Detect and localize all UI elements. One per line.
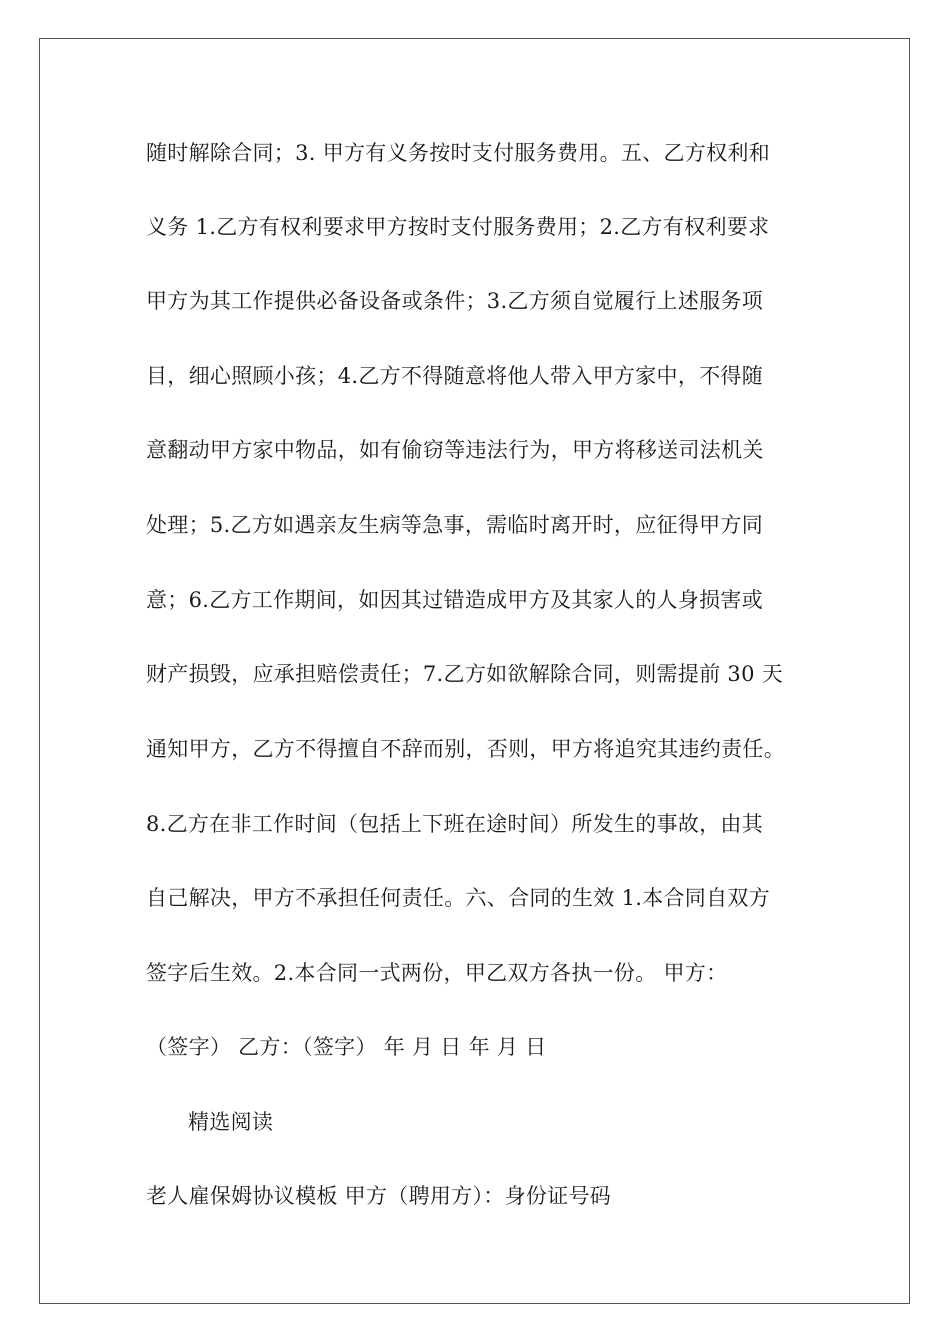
body-text-line: 签字后生效。2.本合同一式两份，甲乙双方各执一份。 甲方： [146,961,728,985]
body-text-line: 甲方为其工作提供必备设备或条件；3.乙方须自觉履行上述服务项 [146,289,764,313]
body-text-line: 财产损毁，应承担赔偿责任；7.乙方如欲解除合同，则需提前 30 天 [146,662,784,686]
body-text-line: 通知甲方，乙方不得擅自不辞而别，否则，甲方将追究其违约责任。 [146,737,785,761]
body-text-line: 自己解决，甲方不承担任何责任。六、合同的生效 1.本合同自双方 [146,886,771,910]
body-text-line: 意；6.乙方工作期间，如因其过错造成甲方及其家人的人身损害或 [146,588,764,612]
body-text-line: 意翻动甲方家中物品，如有偷窃等违法行为，甲方将移送司法机关 [146,438,764,462]
body-text-line: 处理；5.乙方如遇亲友生病等急事，需临时离开时，应征得甲方同 [146,513,764,537]
body-text-line: 8.乙方在非工作时间（包括上下班在途时间）所发生的事故，由其 [146,812,764,836]
body-text-line: 目，细心照顾小孩；4.乙方不得随意将他人带入甲方家中，不得随 [146,364,764,388]
related-article-link[interactable]: 老人雇保姆协议模板 甲方（聘用方）：身份证号码 [146,1184,612,1208]
body-text-line: 随时解除合同；3. 甲方有义务按时支付服务费用。五、乙方权利和 [146,141,771,165]
signature-line: （签字） 乙方：（签字） 年 月 日 年 月 日 [146,1035,547,1059]
section-heading: 精选阅读 [188,1110,274,1134]
body-text-line: 义务 1.乙方有权利要求甲方按时支付服务费用；2.乙方有权利要求 [146,215,770,239]
